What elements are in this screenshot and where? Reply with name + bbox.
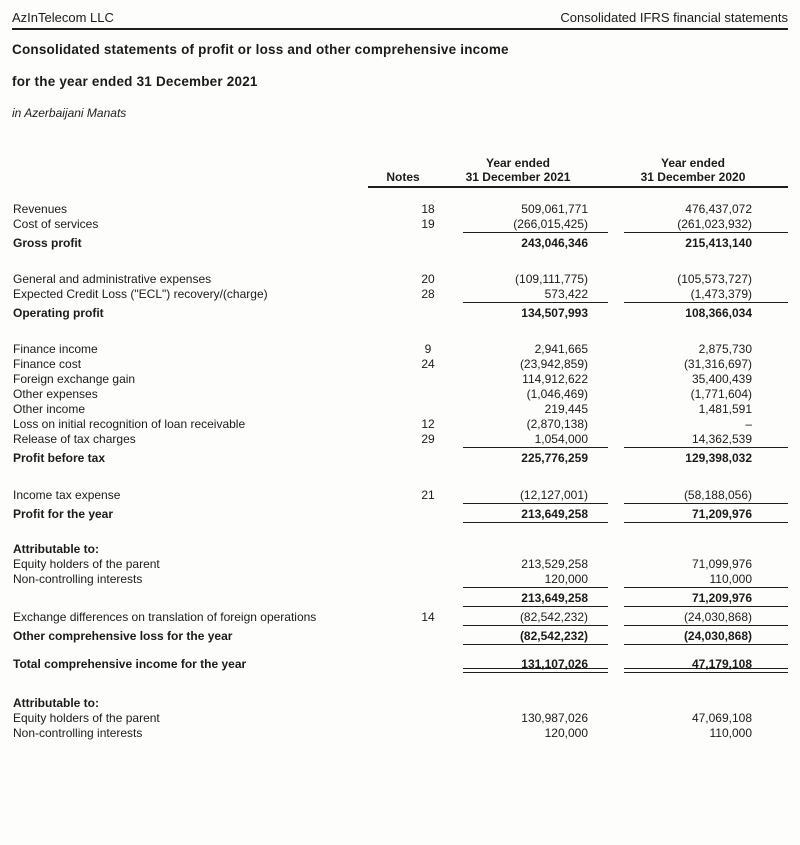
table-row [12, 216, 788, 231]
row-label: Finance cost [13, 357, 82, 371]
header-label-spacer [12, 186, 368, 188]
note-cell: 18 [421, 202, 435, 216]
note-cell: 24 [421, 357, 435, 371]
value-2020: (58,188,056) [608, 488, 788, 502]
table-header [12, 156, 788, 188]
statement-title-line2: for the year ended 31 December 2021 [12, 74, 258, 89]
table-row [12, 431, 788, 446]
row-label: Finance income [13, 342, 98, 356]
note-cell: 14 [421, 610, 435, 624]
table-row [12, 656, 788, 671]
section-spacer [12, 647, 788, 656]
header-right-text: Consolidated IFRS financial statements [560, 10, 788, 25]
table-row [12, 628, 788, 643]
value-2021: 134,507,993 [521, 306, 588, 320]
table-row [12, 341, 788, 356]
row-label: Foreign exchange gain [13, 372, 136, 386]
value-2021: 225,776,259 [521, 451, 588, 465]
value-2020: 47,069,108 [691, 711, 752, 725]
row-label: Other expenses [13, 387, 98, 401]
value-2020: – [745, 417, 752, 431]
value-2020: 71,209,976 [608, 507, 788, 521]
value-2021: (82,542,232) [463, 610, 608, 624]
value-2020: 129,398,032 [685, 451, 752, 465]
row-label: Non-controlling interests [13, 726, 143, 740]
value-2021: (23,942,859) [519, 357, 588, 371]
section-spacer [12, 250, 788, 271]
value-2020: (105,573,727) [677, 272, 752, 286]
table-row [12, 401, 788, 416]
value-2021: 120,000 [463, 572, 608, 586]
table-row [12, 201, 788, 216]
statement-table-body [12, 201, 788, 740]
table-row [12, 235, 788, 250]
table-row [12, 416, 788, 431]
table-row [12, 371, 788, 386]
row-label: General and administrative expenses [13, 272, 212, 286]
value-2020: 110,000 [608, 572, 788, 586]
value-2020: 2,875,730 [698, 342, 752, 356]
table-row [12, 541, 788, 556]
value-2020: 71,209,976 [608, 591, 788, 605]
column-header-2021: Year ended 31 December 2021 [438, 156, 598, 188]
value-2021: 213,529,258 [521, 557, 588, 571]
value-2020: 110,000 [709, 726, 752, 740]
row-label: Profit for the year [13, 507, 114, 521]
table-row [12, 356, 788, 371]
company-name: AzInTelecom LLC [12, 10, 114, 25]
row-label: Equity holders of the parent [13, 711, 160, 725]
value-2021: (1,046,469) [526, 387, 588, 401]
row-label: Other comprehensive loss for the year [13, 629, 233, 643]
document-header [12, 10, 788, 30]
value-2021: (12,127,001) [463, 488, 608, 502]
table-row [12, 286, 788, 301]
row-label: Equity holders of the parent [13, 557, 160, 571]
value-2020: 215,413,140 [685, 236, 752, 250]
table-row [12, 305, 788, 320]
section-spacer [12, 320, 788, 341]
value-2020: (24,030,868) [608, 610, 788, 624]
row-label: Cost of services [13, 217, 99, 231]
section-spacer [12, 675, 788, 695]
row-label: Gross profit [13, 236, 82, 250]
section-spacer [12, 525, 788, 541]
note-cell: 9 [424, 342, 432, 356]
value-2021: (266,015,425) [463, 217, 608, 231]
value-2021: 1,054,000 [463, 432, 608, 446]
row-label: Income tax expense [13, 488, 121, 502]
table-row [12, 590, 788, 605]
value-2021: 509,061,771 [521, 202, 588, 216]
row-label: Revenues [13, 202, 68, 216]
row-label: Attributable to: [13, 696, 99, 710]
table-row [12, 571, 788, 586]
value-2020: (31,316,697) [683, 357, 752, 371]
value-2021: 2,941,665 [534, 342, 588, 356]
column-header-2020: Year ended 31 December 2020 [598, 156, 788, 188]
value-2020: 35,400,439 [691, 372, 752, 386]
row-label: Release of tax charges [13, 432, 136, 446]
value-2021: 213,649,258 [463, 591, 608, 605]
value-2021: 243,046,346 [521, 236, 588, 250]
note-cell: 21 [421, 488, 435, 502]
note-cell: 19 [421, 217, 435, 231]
note-cell: 20 [421, 272, 435, 286]
value-2020: 71,099,976 [691, 557, 752, 571]
value-2021: (2,870,138) [526, 417, 588, 431]
table-row [12, 695, 788, 710]
value-2020: (261,023,932) [608, 217, 788, 231]
table-row [12, 556, 788, 571]
table-row [12, 386, 788, 401]
value-2020: 108,366,034 [685, 306, 752, 320]
value-2021: (82,542,232) [463, 629, 608, 643]
row-label: Non-controlling interests [13, 572, 143, 586]
value-2020: 14,362,539 [608, 432, 788, 446]
value-2021: 120,000 [544, 726, 588, 740]
table-row [12, 450, 788, 465]
row-label: Attributable to: [13, 542, 99, 556]
row-label: Other income [13, 402, 86, 416]
value-2020: (24,030,868) [608, 629, 788, 643]
table-row [12, 487, 788, 502]
table-row [12, 506, 788, 521]
row-label: Loss on initial recognition of loan receivable [13, 417, 246, 431]
value-2021: 130,987,026 [521, 711, 588, 725]
value-2021: 219,445 [544, 402, 588, 416]
title-block [12, 42, 788, 120]
value-2021: 114,912,622 [522, 372, 588, 386]
value-2020: (1,771,604) [690, 387, 752, 401]
value-2021: 213,649,258 [463, 507, 608, 521]
row-label: Exchange differences on translation of foreign operations [13, 610, 317, 624]
value-2020: 47,179,108 [608, 657, 788, 671]
value-2020: 1,481,591 [698, 402, 752, 416]
note-cell: 12 [421, 417, 435, 431]
note-cell: 28 [421, 287, 435, 301]
value-2021: 573,422 [463, 287, 608, 301]
value-2021: (109,111,775) [515, 272, 588, 286]
table-row [12, 725, 788, 740]
note-cell: 29 [421, 432, 435, 446]
value-2021: 131,107,026 [463, 657, 608, 671]
currency-note: in Azerbaijani Manats [12, 106, 127, 120]
table-row [12, 609, 788, 624]
statement-table [12, 156, 788, 740]
row-label: Profit before tax [13, 451, 106, 465]
section-spacer [12, 465, 788, 487]
statement-title-line1: Consolidated statements of profit or loss and other comprehensive income [12, 42, 509, 57]
row-label: Total comprehensive income for the year [13, 657, 247, 671]
row-label: Operating profit [13, 306, 104, 320]
table-row [12, 710, 788, 725]
value-2020: 476,437,072 [685, 202, 752, 216]
column-header-notes: Notes [368, 156, 438, 188]
row-label: Expected Credit Loss ("ECL") recovery/(charge) [13, 287, 268, 301]
value-2020: (1,473,379) [608, 287, 788, 301]
table-row [12, 271, 788, 286]
